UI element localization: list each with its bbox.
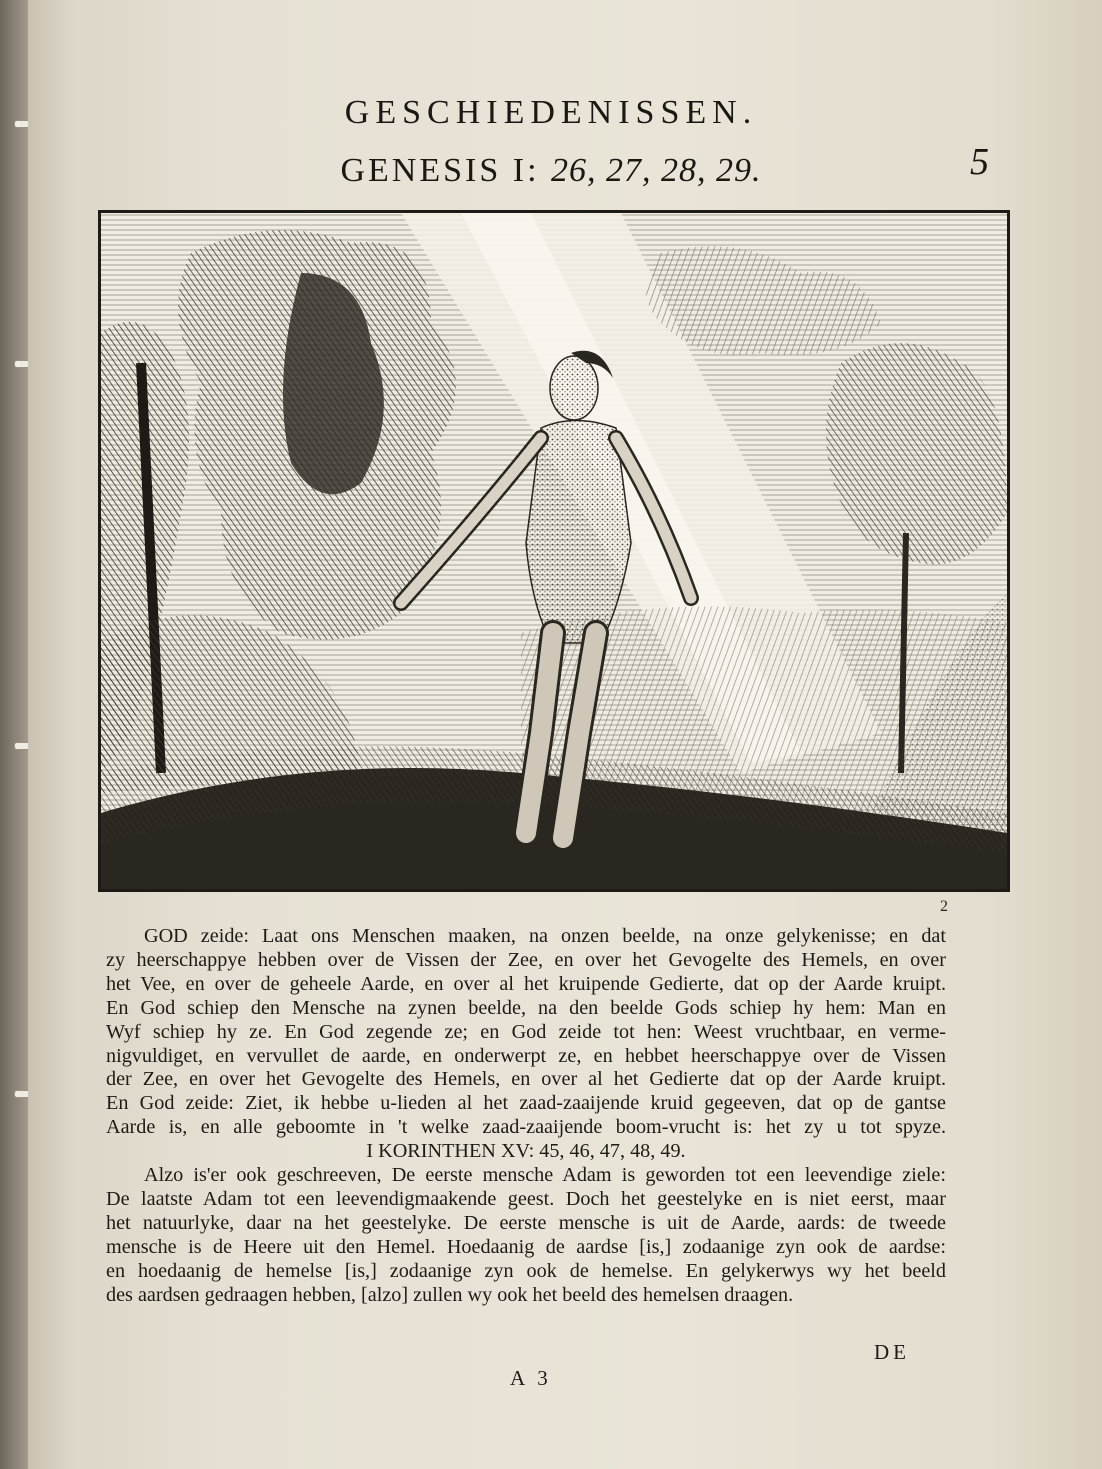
chapter-reference	[0, 152, 1102, 190]
running-title: GESCHIEDENISSEN.	[344, 94, 758, 131]
corinthians-passage	[106, 1164, 946, 1307]
text-line: nigvuldiget, en vervullet de aarde, en onderwerpt ze, en hebbet heerschappye over de Vissen	[106, 1044, 946, 1067]
text-line: Aarde is, en alle geboomte in 't welke zaad-zaaijende boom-vrucht is: het zy u tot spyze.	[106, 1116, 946, 1139]
text-line: het Vee, en over de geheele Aarde, en over al het kruipende Gedierte, dat op der Aarde kruipt.	[106, 972, 946, 995]
corinthians-heading: I KORINTHEN XV: 45, 46, 47, 48, 49.	[366, 1140, 686, 1163]
text-line: der Zee, en over het Gevogelte des Hemels, en over al het Gedierte dat op der Aarde kruipt.	[106, 1068, 946, 1091]
text-line: GOD zeide: Laat ons Menschen maaken, na onzen beelde, na onze gelykenisse; en dat	[144, 925, 946, 947]
text-line: De laatste Adam tot een leevendigmaakende geest. Doch het geestelyke en is niet eerst, maar	[106, 1187, 946, 1210]
text-line: En God schiep den Mensche na zynen beelde, na den beelde Gods schiep hy hem: Man en	[106, 996, 946, 1019]
text-line: mensche is de Heere uit den Hemel. Hoedaanig de aardse [is,] zodaanige zyn ook de aardse:	[106, 1235, 946, 1258]
signature-mark: A 3	[510, 1366, 552, 1390]
book-gutter	[0, 0, 28, 1469]
text-line: en hoedaanig de hemelse [is,] zodaanige zyn ook de hemelse. En gelykerwys wy het beeld	[106, 1259, 946, 1282]
text-line: Wyf schiep hy ze. En God zegende ze; en God zeide tot hen: Weest vruchtbaar, en verme-	[106, 1020, 946, 1043]
plate-number: 2	[940, 898, 948, 915]
body-text	[106, 925, 946, 1308]
text-line: het natuurlyke, daar na het geestelyke. De eerste mensche is uit de Aarde, aards: de tweede	[106, 1211, 946, 1234]
text-line: En God zeide: Ziet, ik hebbe u-lieden al het zaad-zaaijende kruid gegeeven, dat op de gantse	[106, 1092, 946, 1115]
chapter-title: GENESIS I:	[340, 152, 540, 189]
engraving-drawing	[101, 213, 1007, 889]
text-line: Alzo is'er ook geschreeven, De eerste mensche Adam is geworden tot een leevendige ziele:	[144, 1164, 946, 1187]
text-line: zy heerschappye hebben over de Vissen der Zee, en over het Gevogelte des Hemels, en over	[106, 948, 946, 971]
page-number: 5	[970, 141, 989, 183]
genesis-passage	[106, 925, 946, 1140]
catchword: DE	[874, 1340, 910, 1364]
chapter-verses: 26, 27, 28, 29.	[551, 152, 762, 189]
engraving-illustration	[98, 210, 1010, 892]
text-line: des aardsen gedraagen hebben, [alzo] zullen wy ook het beeld des hemelsen draagen.	[106, 1283, 794, 1306]
